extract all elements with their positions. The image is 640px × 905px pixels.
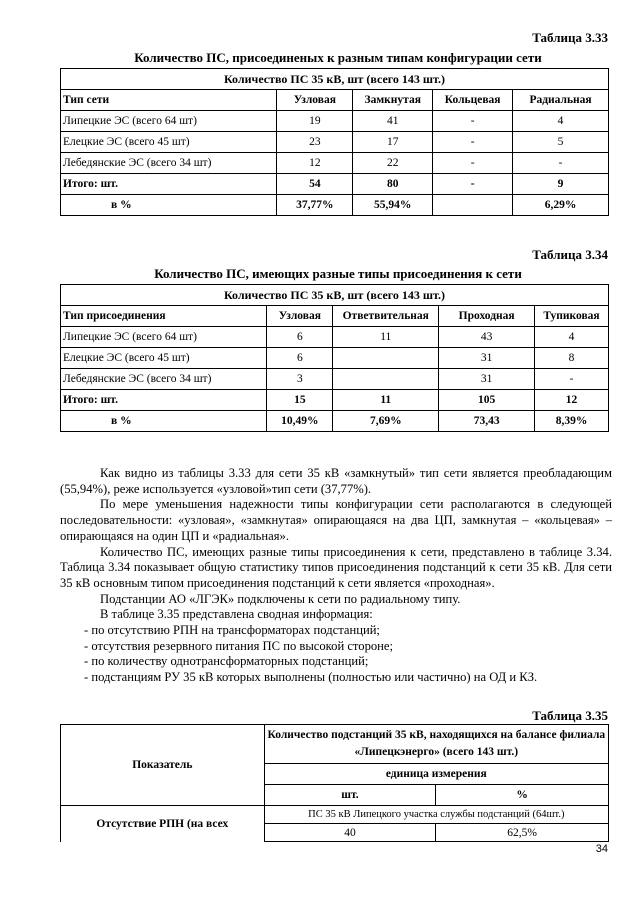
column-header: Тупиковая — [535, 306, 609, 327]
row-label: Елецкие ЭС (всего 45 шт) — [61, 132, 277, 153]
row-label: в % — [61, 195, 277, 216]
table-row — [61, 327, 609, 348]
unit-header: единица измерения — [264, 764, 608, 785]
cell-value: 37,77% — [277, 195, 353, 216]
cell-value: 73,43 — [439, 411, 535, 432]
span-header: Количество ПС 35 кВ, шт (всего 143 шт.) — [61, 69, 609, 90]
cell-value: 80 — [353, 174, 433, 195]
cell-value: 9 — [513, 174, 609, 195]
table-total-row — [61, 390, 609, 411]
table-span-header-row — [61, 69, 609, 90]
cell-value: 31 — [439, 369, 535, 390]
cell-value: 8,39% — [535, 411, 609, 432]
cell-value: 6,29% — [513, 195, 609, 216]
row-label: Лебедянские ЭС (всего 34 шт) — [61, 153, 277, 174]
cell-value: 41 — [353, 111, 433, 132]
cell-value: 11 — [333, 390, 439, 411]
column-header: % — [436, 785, 609, 806]
row-label: Отсутствие РПН (на всех — [61, 806, 265, 842]
list-item: - по количеству однотрансформаторных подстанций; — [84, 654, 369, 669]
cell-value: 3 — [267, 369, 333, 390]
cell-value: 15 — [267, 390, 333, 411]
paragraph: Подстанции АО «ЛГЭК» подключены к сети по радиальному типу. — [100, 591, 461, 606]
table-3-34-caption: Количество ПС, имеющих разные типы присоединения к сети — [154, 266, 522, 281]
cell-value: 12 — [535, 390, 609, 411]
list-item: - подстанциям РУ 35 кВ которых выполнены (полностью или частично) на ОД и КЗ. — [84, 670, 538, 685]
row-label: Лебедянские ЭС (всего 34 шт) — [61, 369, 267, 390]
column-header: Кольцевая — [433, 90, 513, 111]
column-header: Тип сети — [61, 90, 277, 111]
cell-value: 54 — [277, 174, 353, 195]
cell-value: - — [433, 174, 513, 195]
table-header-row — [61, 306, 609, 327]
page-number: 34 — [595, 843, 608, 855]
row-sub-header: ПС 35 кВ Липецкого участка службы подстанций (64шт.) — [264, 806, 608, 824]
cell-value: 11 — [333, 327, 439, 348]
cell-value: 10,49% — [267, 411, 333, 432]
cell-value: 17 — [353, 132, 433, 153]
table-row — [61, 806, 609, 824]
cell-value — [433, 195, 513, 216]
cell-value: 31 — [439, 348, 535, 369]
list-item: - отсутствия резервного питания ПС по высокой стороне; — [84, 638, 393, 653]
column-header: Радиальная — [513, 90, 609, 111]
cell-value: 4 — [535, 327, 609, 348]
cell-value: 55,94% — [353, 195, 433, 216]
table-row — [61, 348, 609, 369]
body-text — [60, 466, 612, 686]
column-header: Проходная — [439, 306, 535, 327]
cell-value: 5 — [513, 132, 609, 153]
paragraph: Как видно из таблицы 3.33 для сети 35 кВ «замкнутый» тип сети является преобладающим (55,94%), реже используется «узловой»тип сети (37,77%). — [60, 466, 612, 496]
row-label: Липецкие ЭС (всего 64 шт) — [61, 327, 267, 348]
column-header: Замкнутая — [353, 90, 433, 111]
paragraph: По мере уменьшения надежности типы конфигурации сети располагаются в следующей последовательности: «узловая», «замкнутая» опирающаяся на два ЦП, замкнутая – «кольцевая» – опирающаяся на один ЦП и «радиальная». — [60, 497, 612, 543]
table-3-35-number: Таблица 3.35 — [532, 708, 608, 723]
table-span-header-row — [61, 285, 609, 306]
cell-value: 23 — [277, 132, 353, 153]
list-item: - по отсутствию РПН на трансформаторах подстанций; — [84, 623, 380, 638]
table-row — [61, 369, 609, 390]
row-label: в % — [61, 411, 267, 432]
cell-value: 4 — [513, 111, 609, 132]
table-row — [61, 132, 609, 153]
table-3-34-number: Таблица 3.34 — [532, 247, 608, 262]
cell-value: 6 — [267, 327, 333, 348]
cell-value: 8 — [535, 348, 609, 369]
table-3-33 — [60, 68, 609, 216]
column-header: Узловая — [277, 90, 353, 111]
table-3-33-caption: Количество ПС, присоединеных к разным типам конфигурации сети — [134, 50, 542, 65]
cell-value: - — [433, 132, 513, 153]
table-3-35 — [60, 724, 609, 842]
cell-value — [333, 348, 439, 369]
table-total-row — [61, 174, 609, 195]
paragraph: Количество ПС, имеющих разные типы присоединения к сети, представлено в таблице 3.34. Таблица 3.34 показывает общую статистику типов присоединения подстанций к сети 35 кВ. Для сети 35 кВ основным типом присоединения подстанций к сети является «проходная». — [60, 544, 612, 590]
cell-value: - — [433, 111, 513, 132]
table-3-33-number: Таблица 3.33 — [532, 30, 608, 45]
cell-value: 19 — [277, 111, 353, 132]
cell-value: 43 — [439, 327, 535, 348]
table-header-row — [61, 725, 609, 764]
column-header: Ответвительная — [333, 306, 439, 327]
indicator-header: Показатель — [61, 725, 265, 806]
cell-value: 7,69% — [333, 411, 439, 432]
table-percent-row — [61, 195, 609, 216]
cell-value — [333, 369, 439, 390]
cell-value: 12 — [277, 153, 353, 174]
table-header-row — [61, 90, 609, 111]
row-label: Елецкие ЭС (всего 45 шт) — [61, 348, 267, 369]
row-label: Липецкие ЭС (всего 64 шт) — [61, 111, 277, 132]
row-label: Итого: шт. — [61, 390, 267, 411]
table-row — [61, 153, 609, 174]
table-row — [61, 111, 609, 132]
paragraph: В таблице 3.35 представлена сводная информация: — [100, 607, 373, 622]
table-3-34 — [60, 284, 609, 432]
table-percent-row — [61, 411, 609, 432]
cell-value: - — [513, 153, 609, 174]
main-header: Количество подстанций 35 кВ, находящихся на балансе филиала «Липецкэнерго» (всего 143 шт.) — [264, 725, 608, 764]
cell-value: - — [433, 153, 513, 174]
cell-value: 6 — [267, 348, 333, 369]
column-header: Тип присоединения — [61, 306, 267, 327]
span-header: Количество ПС 35 кВ, шт (всего 143 шт.) — [61, 285, 609, 306]
cell-value: - — [535, 369, 609, 390]
column-header: Узловая — [267, 306, 333, 327]
cell-value: 105 — [439, 390, 535, 411]
cell-value: 22 — [353, 153, 433, 174]
cell-value: 62,5% — [436, 824, 609, 842]
column-header: шт. — [264, 785, 436, 806]
cell-value: 40 — [264, 824, 436, 842]
row-label: Итого: шт. — [61, 174, 277, 195]
